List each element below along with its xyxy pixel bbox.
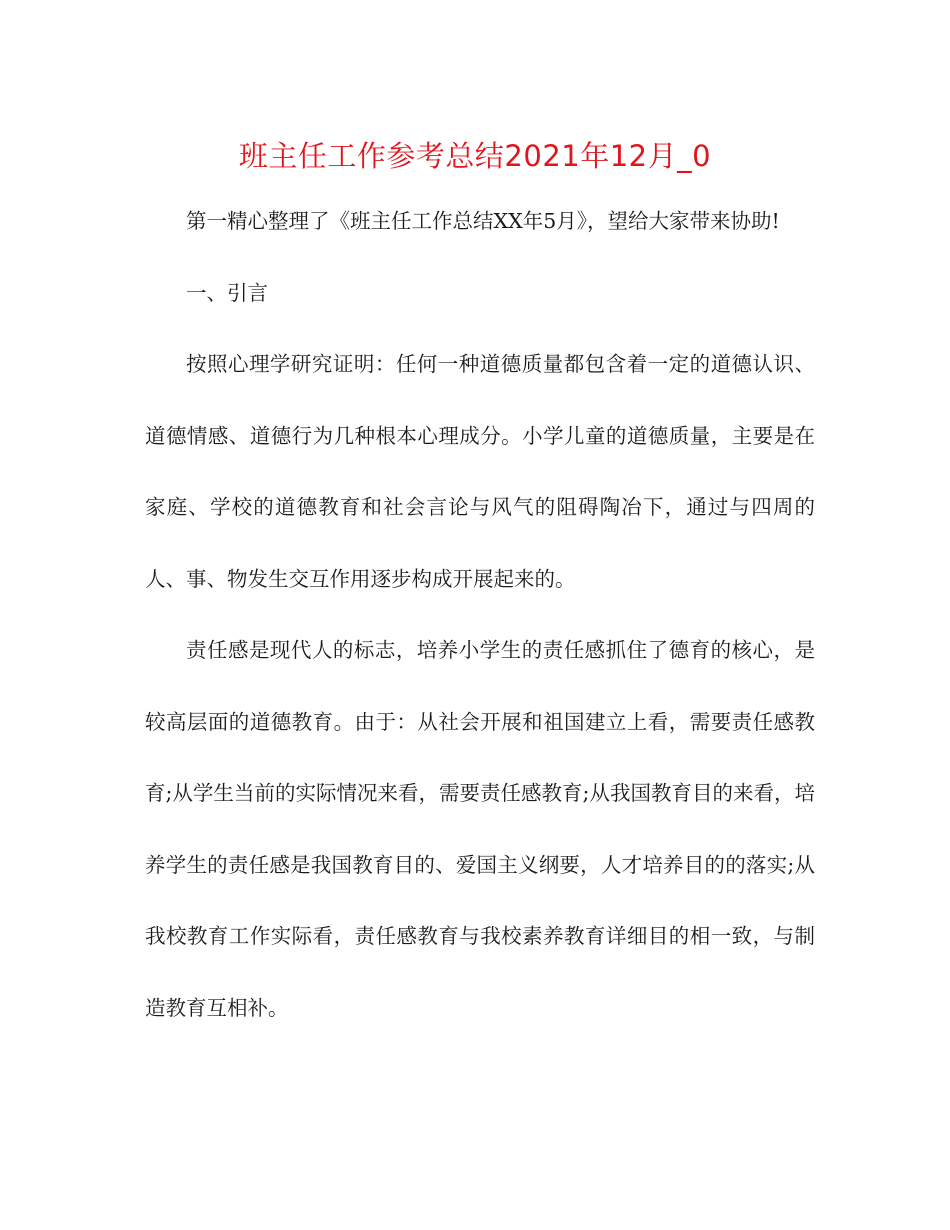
document-body bbox=[145, 186, 815, 1044]
paragraph-intro: 第一精心整理了《班主任工作总结XX年5月》，望给大家带来协助! bbox=[186, 209, 780, 233]
paragraph-responsibility: 责任感是现代人的标志，培养小学生的责任感抓住了德育的核心，是较高层面的道德教育。由于：从社会开展和祖国建立上看，需要责任感教育;从学生当前的实际情况来看，需要责任感教育;从我国教育目的来看，培养学生的责任感是我国教育目的、爱国主义纲要，人才培养目的的落实;从我校教育工作实际看，责任感教育与我校素养教育详细目的相一致，与制造教育互相补。 bbox=[145, 638, 815, 1020]
document-title: 班主任工作参考总结2021年12月_0 bbox=[238, 139, 712, 173]
paragraph-psychology: 按照心理学研究证明：任何一种道德质量都包含着一定的道德认识、道德情感、道德行为几种根本心理成分。小学儿童的道德质量，主要是在家庭、学校的道德教育和社会言论与风气的阻碍陶冶下，通过与四周的人、事、物发生交互作用逐步构成开展起来的。 bbox=[145, 352, 815, 591]
section-heading: 一、引言 bbox=[186, 280, 268, 305]
